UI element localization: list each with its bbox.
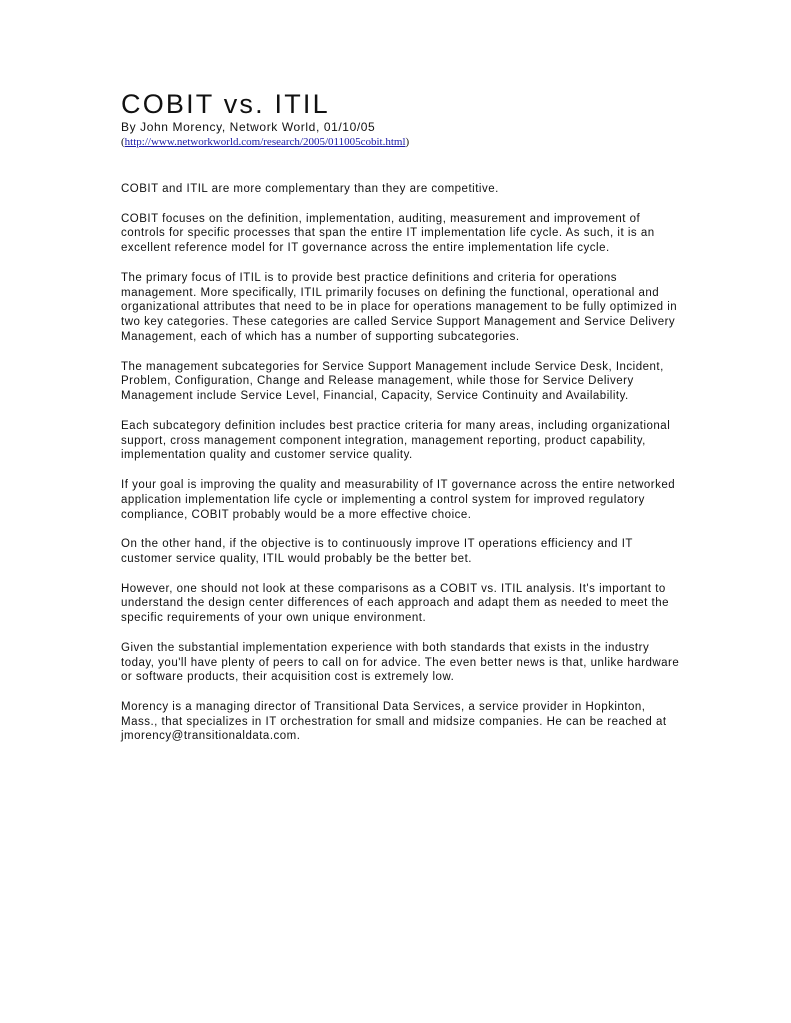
- paragraph-5: Each subcategory definition includes best practice criteria for many areas, including organizational support, cross management component integration, management reporting, product capability, implementation quality and customer service quality.: [121, 419, 671, 462]
- source-open-paren: (: [121, 136, 125, 148]
- article-title: COBIT vs. ITIL: [121, 89, 330, 119]
- source-link[interactable]: http://www.networkworld.com/research/2005/011005cobit.html: [124, 136, 406, 148]
- paragraph-author-bio: Morency is a managing director of Transitional Data Services, a service provider in Hopkinton, Mass., that specializes in IT orchestration for small and midsize companies. He can be reached at jmorency@transitionaldata.com.: [121, 700, 667, 743]
- article-byline: By John Morency, Network World, 01/10/05: [121, 120, 376, 134]
- source-close-paren: ): [405, 136, 410, 148]
- paragraph-9: Given the substantial implementation experience with both standards that exists in the industry today, you'll have plenty of peers to call on for advice. The even better news is that, unlike hardware or software products, their acquisition cost is extremely low.: [121, 641, 680, 684]
- document-page: [121, 89, 681, 759]
- paragraph-4: The management subcategories for Service Support Management include Service Desk, Incident, Problem, Configuration, Change and Release management, while those for Service Delivery Management include Service Level, Financial, Capacity, Service Continuity and Availability.: [121, 360, 664, 403]
- paragraph-8: However, one should not look at these comparisons as a COBIT vs. ITIL analysis. It's important to understand the design center differences of each approach and adapt them as needed to meet the specific requirements of your own unique environment.: [121, 582, 670, 625]
- paragraph-7: On the other hand, if the objective is to continuously improve IT operations efficiency and IT customer service quality, ITIL would probably be the better bet.: [121, 538, 633, 565]
- paragraph-3: The primary focus of ITIL is to provide best practice definitions and criteria for operations management. More specifically, ITIL primarily focuses on defining the functional, operational and organizational attributes that need to be in place for operations management to be fully optimized in two key categories. These categories are called Service Support Management and Service Delivery Management, each of which has a number of supporting subcategories.: [121, 271, 678, 343]
- article-source: [121, 135, 681, 149]
- paragraph-6: If your goal is improving the quality and measurability of IT governance across the entire networked application implementation life cycle or implementing a control system for improved regulatory compliance, COBIT probably would be a more effective choice.: [121, 478, 676, 521]
- paragraph-1: COBIT and ITIL are more complementary than they are competitive.: [121, 183, 499, 195]
- paragraph-2: COBIT focuses on the definition, implementation, auditing, measurement and improvement of controls for specific processes that span the entire IT implementation life cycle. As such, it is an excellent reference model for IT governance across the entire implementation life cycle.: [121, 212, 655, 255]
